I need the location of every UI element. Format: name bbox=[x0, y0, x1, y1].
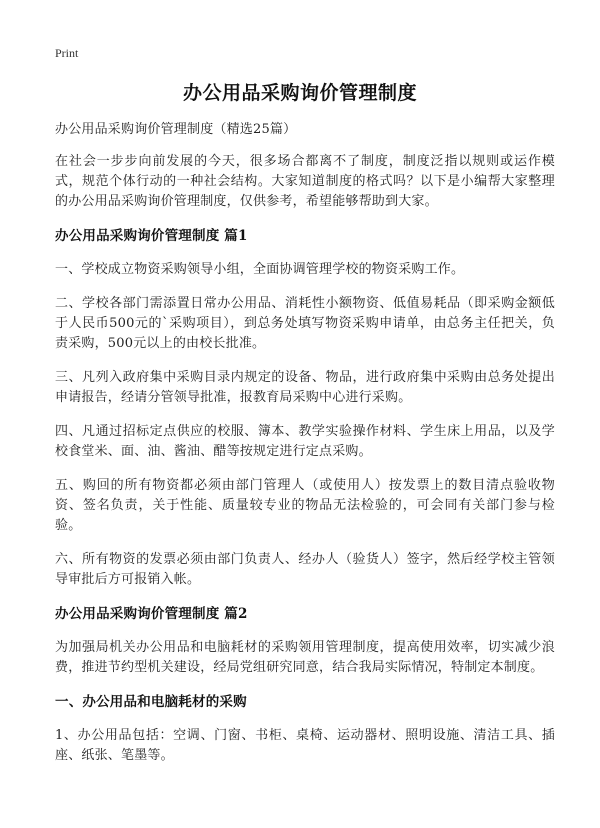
section2-subheading: 一、办公用品和电脑耗材的采购 bbox=[55, 694, 247, 710]
document-body bbox=[55, 120, 555, 780]
section1-paragraph-6: 六、所有物资的发票必须由部门负责人、经办人（验货人）签字，然后经学校主管领导审批后方可报销入帐。 bbox=[55, 552, 555, 587]
section-heading-2: 办公用品采购询价管理制度 篇2 bbox=[55, 606, 248, 622]
intro-paragraph: 在社会一步步向前发展的今天，很多场合都离不了制度，制度泛指以规则或运作模式，规范个体行动的一种社会结构。大家知道制度的格式吗？以下是小编帮大家整理的办公用品采购询价管理制度，仅供参考，希望能够帮助到大家。 bbox=[55, 154, 555, 209]
page-title: 办公用品采购询价管理制度 bbox=[182, 82, 417, 104]
section-heading-1: 办公用品采购询价管理制度 篇1 bbox=[55, 228, 248, 244]
section1-paragraph-1: 一、学校成立物资采购领导小组，全面协调管理学校的物资采购工作。 bbox=[55, 262, 465, 277]
print-link[interactable]: Print bbox=[55, 46, 79, 60]
section2-item-1: 1、办公用品包括：空调、门窗、书柜、桌椅、运动器材、照明设施、清洁工具、插座、纸张、笔墨等。 bbox=[55, 728, 555, 763]
section1-paragraph-4: 四、凡通过招标定点供应的校服、簿本、教学实验操作材料、学生床上用品，以及学校食堂米、面、油、酱油、醋等按规定进行定点采购。 bbox=[55, 424, 555, 459]
section1-paragraph-5: 五、购回的所有物资都必须由部门管理人（或使用人）按发票上的数目清点验收物资、签名负责，关于性能、质量较专业的物品无法检验的，可会同有关部门参与检验。 bbox=[55, 478, 555, 533]
section1-paragraph-3: 三、凡列入政府集中采购目录内规定的设备、物品，进行政府集中采购由总务处提出申请报告，经请分管领导批准，报教育局采购中心进行采购。 bbox=[55, 370, 555, 405]
section1-paragraph-2: 二、学校各部门需添置日常办公用品、消耗性小额物资、低值易耗品（即采购金额低于人民币500元的`采购项目），到总务处填写物资采购申请单，由总务主任把关，负责采购，500元以上的由校长批准。 bbox=[55, 296, 555, 351]
document-subtitle: 办公用品采购询价管理制度（精选25篇） bbox=[55, 122, 297, 137]
section2-intro: 为加强局机关办公用品和电脑耗材的采购领用管理制度，提高使用效率，切实减少浪费，推进节约型机关建设，经局党组研究同意，结合我局实际情况，特制定本制度。 bbox=[55, 640, 555, 675]
